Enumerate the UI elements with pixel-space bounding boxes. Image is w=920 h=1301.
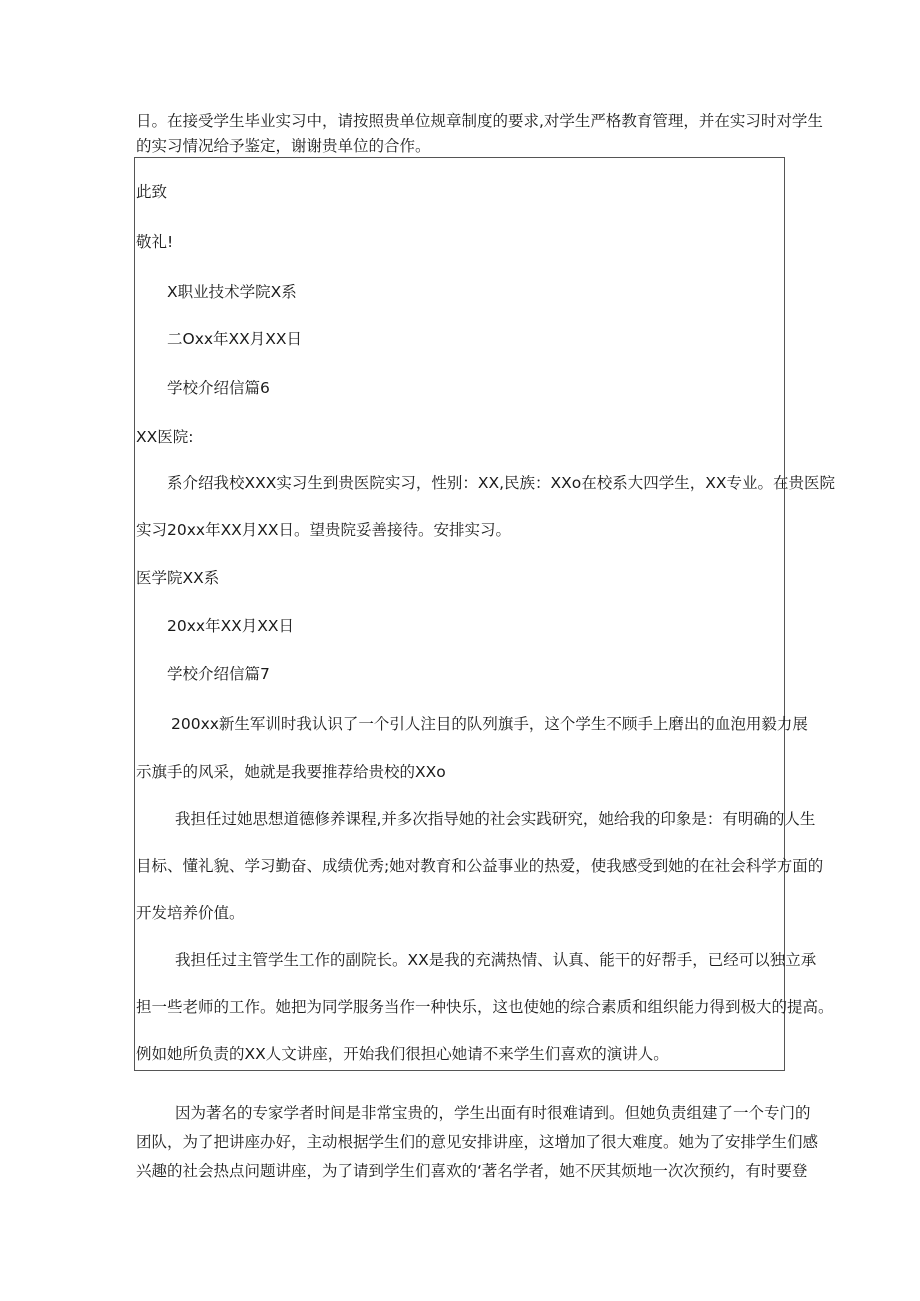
section-heading-6: 学校介绍信篇6 <box>167 379 270 397</box>
body-line: 团队，为了把讲座办好，主动根据学生们的意见安排讲座，这增加了很大难度。她为了安排学生们感 <box>136 1133 819 1151</box>
signature-date: 二Oxx年XX月XX日 <box>167 330 303 348</box>
body-line: 200xx新生军训时我认识了一个引人注目的队列旗手，这个学生不顾手上磨出的血泡用毅力展 <box>171 715 808 733</box>
body-line: 系介绍我校XXX实习生到贵医院实习，性别：XX,民族：XXo在校系大四学生，XX专业。在贵医院 <box>167 474 835 492</box>
recipient: XX医院: <box>136 428 194 446</box>
body-line: 例如她所负责的XX人文讲座，开始我们很担心她请不来学生们喜欢的演讲人。 <box>136 1045 669 1063</box>
signature-date: 20xx年XX月XX日 <box>167 617 295 635</box>
body-line: 担一些老师的工作。她把为同学服务当作一种快乐，这也使她的综合素质和组织能力得到极大的提高。 <box>136 998 834 1016</box>
body-line: 因为著名的专家学者时间是非常宝贵的，学生出面有时很难请到。但她负责组建了一个专门的 <box>175 1104 811 1122</box>
body-line: 目标、懂礼貌、学习勤奋、成绩优秀;她对教育和公益事业的热爱，使我感受到她的在社会科学方面的 <box>136 857 824 875</box>
section-heading-7: 学校介绍信篇7 <box>167 665 270 683</box>
body-line: 兴趣的社会热点问题讲座，为了请到学生们喜欢的‘著名学者，她不厌其烦地一次次预约，有时要登 <box>136 1162 808 1180</box>
signature-dept: 医学院XX系 <box>136 569 220 587</box>
body-line: 我担任过主管学生工作的副院长。XX是我的充满热情、认真、能干的好帮手，已经可以独立承 <box>175 951 817 969</box>
intro-line-1: 日。在接受学生毕业实习中，请按照贵单位规章制度的要求,对学生严格教育管理，并在实习时对学生 <box>136 112 823 130</box>
body-line: 实习20xx年XX月XX日。望贵院妥善接待。安排实习。 <box>136 521 512 539</box>
signature-college: X职业技术学院X系 <box>167 283 297 301</box>
body-line: 示旗手的风采，她就是我要推荐给贵校的XXo <box>136 763 446 781</box>
intro-line-2: 的实习情况给予鉴定，谢谢贵单位的合作。 <box>136 137 431 155</box>
body-line: 开发培养价值。 <box>136 904 245 922</box>
body-line: 我担任过她思想道德修养课程,并多次指导她的社会实践研究，她给我的印象是：有明确的人生 <box>175 810 816 828</box>
salutation-1: 此致 <box>136 183 168 201</box>
salutation-2: 敬礼! <box>136 233 174 251</box>
